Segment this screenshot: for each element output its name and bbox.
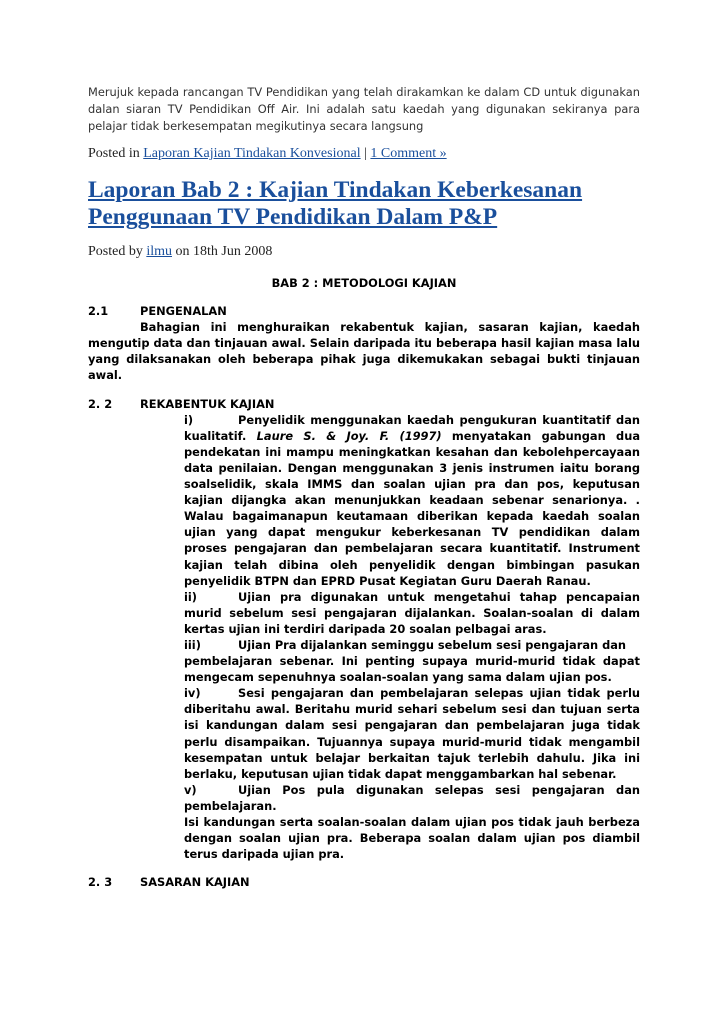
- item-label: iv): [184, 686, 201, 701]
- item-text: Sesi pengajaran dan pembelajaran selepas ujian tidak perlu diberitahu awal. Beritahu murid sehari sebelum sesi dan tujuan serta isi kandungan dalam sesi pengajaran dan pembelajaran juga tidak perlu disampaikan. Tujuannya supaya murid-murid tidak mengambil kesempatan untuk belajar berkaitan tajuk terlebih dahulu. Jika ini berlaku, keputusan ujian tidak dapat menggambarkan hal sebenar.: [184, 686, 640, 781]
- intro-paragraph: Merujuk kepada rancangan TV Pendidikan yang telah dirakamkan ke dalam CD untuk digunakan dalan siaran TV Pendidikan Off Air. Ini adalah satu kaedah yang digunakan sekiranya para pelajar tidak berkesempatan megikutinya secara langsung: [88, 85, 640, 133]
- item-text: Ujian Pos pula digunakan selepas sesi pengajaran dan pembelajaran.: [184, 782, 640, 813]
- category-link[interactable]: Laporan Kajian Tindakan Konvesional: [143, 146, 361, 161]
- post-title-link[interactable]: Laporan Bab 2 : Kajian Tindakan Keberkesanan Penggunaan TV Pendidikan Dalam P&P: [88, 177, 583, 230]
- section-heading-2-1: [88, 303, 640, 319]
- section-number: 2.1: [88, 304, 109, 319]
- item-label: v): [184, 782, 197, 797]
- section-heading-2-3: [88, 874, 640, 890]
- list-item-iii: [184, 637, 640, 653]
- item-text: Penyelidik menggunakan kaedah pengukuran kuantitatif dan kualitatif.: [184, 412, 640, 443]
- section-title: REKABENTUK KAJIAN: [140, 396, 275, 411]
- list-item-iv: [184, 685, 640, 782]
- list-item-v: [184, 782, 640, 814]
- comments-link[interactable]: 1 Comment »: [370, 146, 447, 161]
- item-text: Ujian pra digunakan untuk mengetahui tahap pencapaian murid sebelum sesi pengajaran dijalankan. Soalan-soalan di dalam kertas ujian ini terdiri daripada 20 soalan pelbagai aras.: [184, 589, 640, 636]
- post-byline: [88, 243, 640, 261]
- citation: Laure S. & Joy. F. (1997): [256, 428, 442, 443]
- chapter-heading: BAB 2 : METODOLOGI KAJIAN: [271, 276, 457, 290]
- item-label: ii): [184, 589, 198, 604]
- item-text: menyatakan gabungan dua pendekatan ini mampu meningkatkan kesahan dan kebolehpercayaan data penilaian. Dengan menggunakan 3 jenis instrumen iaitu borang soalselidik, skala IMMS dan soalan ujian pra dan pos, keputusan kajian dijangka akan menunjukkan keadaan sebenar senarionya. . Walau bagaimanapun keutamaan diberikan kepada kaedah soalan ujian yang dapat mengukur keberkesanan TV pendidikan dalam proses pengajaran dan pembelajaran secara kuantitatif. Instrument kajian telah dibina oleh penyelidik dengan bimbingan pasukan penyelidik BTPN dan EPRD Pusat Kegiatan Guru Daerah Ranau.: [184, 428, 641, 588]
- author-link[interactable]: ilmu: [146, 244, 173, 259]
- section-title: SASARAN KAJIAN: [140, 875, 250, 890]
- list-item-v-continued: Isi kandungan serta soalan-soalan dalam ujian pos tidak jauh berbeza dengan soalan ujian pra. Beberapa soalan dalam ujian pos diambil terus daripada ujian pra.: [184, 815, 640, 862]
- section-number: 2. 2: [88, 396, 113, 411]
- posted-in-prefix: Posted in: [88, 146, 144, 161]
- list-item-iii-continued: pembelajaran sebenar. Ini penting supaya murid-murid tidak dapat mengecam sepenuhnya soalan-soalan yang sama dalam ujian pos.: [184, 654, 640, 685]
- post-date: on 18th Jun 2008: [172, 244, 273, 259]
- list-item-i: [184, 412, 640, 589]
- section-title: PENGENALAN: [140, 304, 227, 319]
- section-number: 2. 3: [88, 875, 113, 890]
- item-label: i): [184, 412, 194, 427]
- section-heading-2-2: [88, 396, 640, 412]
- section-2-1-text: Bahagian ini menghuraikan rekabentuk kajian, sasaran kajian, kaedah mengutip data dan tinjauan awal. Selain daripada itu beberapa hasil kajian masa lalu yang dilaksanakan oleh beberapa pihak juga dikemukakan sebagai bukti tinjauan awal.: [88, 320, 640, 383]
- separator: |: [360, 146, 371, 161]
- list-item-ii: [184, 589, 640, 637]
- section-2-2-list: [184, 412, 640, 863]
- post-category-line: [88, 145, 640, 163]
- item-text: Ujian Pra dijalankan seminggu sebelum sesi pengajaran dan: [238, 637, 627, 652]
- byline-prefix: Posted by: [88, 244, 147, 259]
- item-label: iii): [184, 637, 201, 652]
- document-page: [88, 84, 640, 890]
